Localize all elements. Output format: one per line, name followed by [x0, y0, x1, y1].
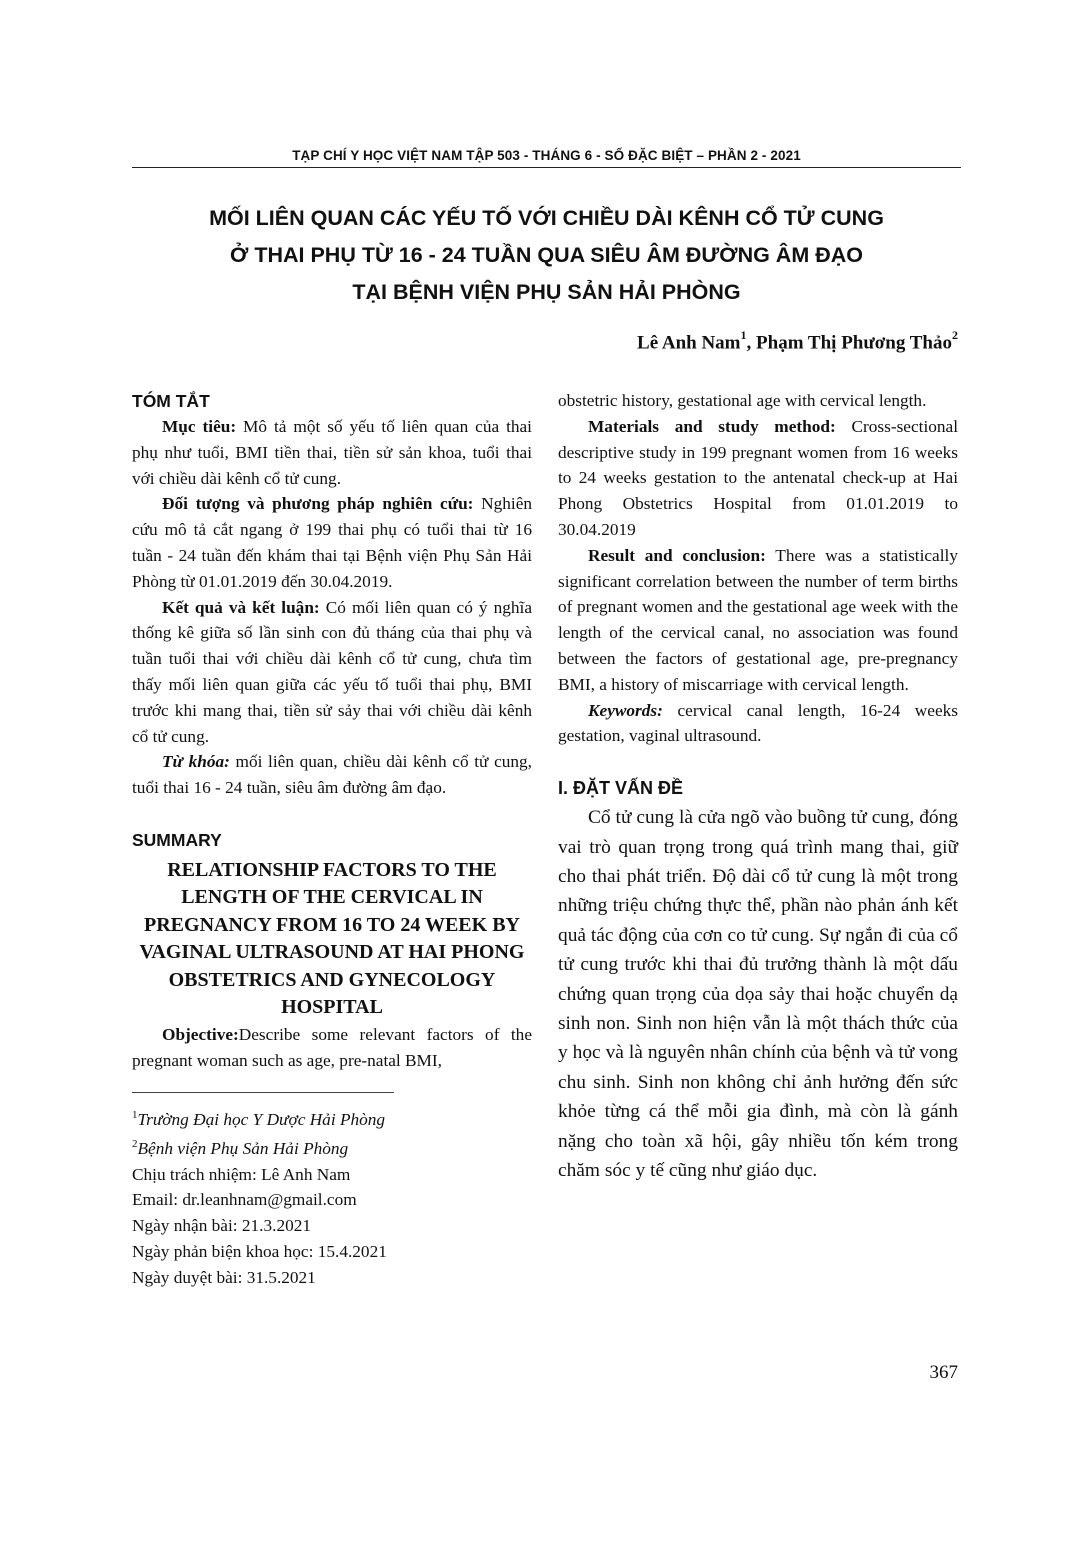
- objective-text: Mô tả một số yếu tố liên quan của thai phụ như tuổi, BMI tiền thai, tiền sử sản khoa, tuổi thai với chiều dài kênh cổ tử cung.: [132, 417, 532, 488]
- journal-header: TẠP CHÍ Y HỌC VIỆT NAM TẬP 503 - THÁNG 6 - SỐ ĐẶC BIỆT – PHẦN 2 - 2021: [292, 148, 801, 163]
- header-divider: [132, 167, 961, 168]
- footnote-email: Email: dr.leanhnam@gmail.com: [132, 1190, 357, 1210]
- title-line-2: Ở THAI PHỤ TỪ 16 - 24 TUẦN QUA SIÊU ÂM ĐƯỜNG ÂM ĐẠO: [230, 243, 863, 267]
- footnote-divider: [132, 1092, 394, 1093]
- footnote-received: Ngày nhận bài: 21.3.2021: [132, 1216, 312, 1236]
- left-column: [132, 388, 532, 1291]
- methods-label: Đối tượng và phương pháp nghiên cứu:: [162, 494, 474, 514]
- summary-objective: [132, 1022, 532, 1074]
- summary-objective-continued: obstetric history, gestational age with cervical length.: [558, 391, 927, 410]
- footnote-sup-1: 1: [132, 1108, 138, 1121]
- author-2-affiliation: 2: [952, 328, 958, 342]
- author-1-affiliation: 1: [740, 328, 747, 342]
- footnote-affiliation-2: [132, 1132, 532, 1162]
- intro-heading: I. ĐẶT VẤN ĐỀ: [558, 778, 684, 799]
- authors: [637, 330, 958, 354]
- abstract-vi-keywords: [132, 749, 532, 801]
- summary-keywords-label: Keywords:: [588, 700, 663, 720]
- results-label: Kết quả và kết luận:: [162, 597, 320, 617]
- summary-results: [558, 543, 958, 698]
- summary-results-label: Result and conclusion:: [588, 545, 766, 565]
- right-column: [558, 388, 958, 1185]
- summary-keywords: [558, 698, 958, 750]
- author-separator: ,: [746, 332, 757, 354]
- summary-heading: SUMMARY: [132, 829, 222, 850]
- abstract-vi-results: [132, 595, 532, 750]
- article-title: [132, 200, 961, 311]
- footnote-sup-2: 2: [132, 1138, 138, 1151]
- footnote-aff-2-text: Bệnh viện Phụ Sản Hải Phòng: [137, 1138, 349, 1158]
- summary-results-text: There was a statistically significant correlation between the number of term births of pregnant women and the gestational age week with the length of the cervical canal, no association was found between the factors of gestational age, pre-pregnancy BMI, a history of miscarriage with cervical length.: [558, 545, 958, 694]
- intro-text: Cổ tử cung là cửa ngõ vào buồng tử cung, đóng vai trò quan trọng trong quá trình mang thai, giữ cho thai phát triển. Độ dài cổ tử cung là một trong những triệu chứng thực thể, phần nào phản ánh kết quả tác động của cơn co tử cung. Sự ngắn đi của cổ tử cung trước khi thai đủ trưởng thành là một dấu chứng quan trọng của dọa sảy thai hoặc chuyển dạ sinh non. Sinh non hiện vẫn là một thách thức của y học và là nguyên nhân chính của bệnh và tử vong chu sinh. Sinh non không chỉ ảnh hưởng đến sức khỏe từng cá thể mỗi gia đình, mà còn là gánh nặng cho toàn xã hội, gây nhiều tốn kém trong chăm sóc y tế cũng như giáo dục.: [558, 807, 958, 1182]
- abstract-vi-heading: TÓM TẮT: [132, 391, 210, 411]
- results-text: Có mối liên quan có ý nghĩa thống kê giữa số lần sinh con đủ tháng của thai phụ và tuần tuổi thai với chiều dài kênh cổ tử cung, chưa tìm thấy mối liên quan giữa các yếu tố tuổi thai phụ, BMI trước khi mang thai, tiền sử sảy thai với chiều dài kênh cổ tử cung.: [132, 597, 532, 746]
- footnote-responsible: Chịu trách nhiệm: Lê Anh Nam: [132, 1164, 351, 1184]
- title-line-1: MỐI LIÊN QUAN CÁC YẾU TỐ VỚI CHIỀU DÀI KÊNH CỔ TỬ CUNG: [209, 206, 884, 230]
- methods-text: Nghiên cứu mô tả cắt ngang ở 199 thai phụ có tuổi thai từ 16 tuần - 24 tuần đến khám thai tại Bệnh viện Phụ Sản Hải Phòng từ 01.01.2019 đến 30.04.2019.: [132, 494, 533, 591]
- objective-label: Mục tiêu:: [162, 417, 237, 436]
- summary-methods-label: Materials and study method:: [588, 416, 836, 436]
- keywords-text: mối liên quan, chiều dài kênh cổ tử cung, tuổi thai 16 - 24 tuần, siêu âm đường âm đạo.: [132, 752, 532, 798]
- summary-objective-label: Objective:: [162, 1024, 239, 1044]
- summary-methods: [558, 414, 958, 543]
- page-number: 367: [929, 1362, 958, 1383]
- footnote-reviewed: Ngày phản biện khoa học: 15.4.2021: [132, 1242, 387, 1262]
- keywords-label: Từ khóa:: [162, 752, 230, 772]
- abstract-vi-methods: [132, 491, 532, 594]
- author-2: Phạm Thị Phương Thảo: [756, 332, 952, 354]
- summary-title: RELATIONSHIP FACTORS TO THE LENGTH OF THE CERVICAL IN PREGNANCY FROM 16 TO 24 WEEK BY VAGINAL ULTRASOUND AT HAI PHONG OBSTETRICS AND GYNECOLOGY HOSPITAL: [139, 858, 525, 1019]
- abstract-vi-objective: [132, 414, 532, 491]
- title-line-3: TẠI BỆNH VIỆN PHỤ SẢN HẢI PHÒNG: [352, 280, 741, 304]
- footnote-aff-1-text: Trường Đại học Y Dược Hải Phòng: [137, 1109, 386, 1129]
- footnote-affiliation-1: [132, 1103, 532, 1133]
- summary-keywords-text: cervical canal length, 16-24 weeks gestation, vaginal ultrasound.: [558, 700, 958, 746]
- footnote-approved: Ngày duyệt bài: 31.5.2021: [132, 1267, 316, 1287]
- summary-methods-text: Cross-sectional descriptive study in 199 pregnant women from 16 weeks to 24 weeks gestation to the antenatal check-up at Hai Phong Obstetrics Hospital from 01.01.2019 to 30.04.2019: [558, 416, 958, 539]
- author-1: Lê Anh Nam: [637, 332, 741, 354]
- summary-objective-text-part: Describe some relevant factors of the pregnant woman such as age, pre-natal BMI,: [132, 1024, 532, 1070]
